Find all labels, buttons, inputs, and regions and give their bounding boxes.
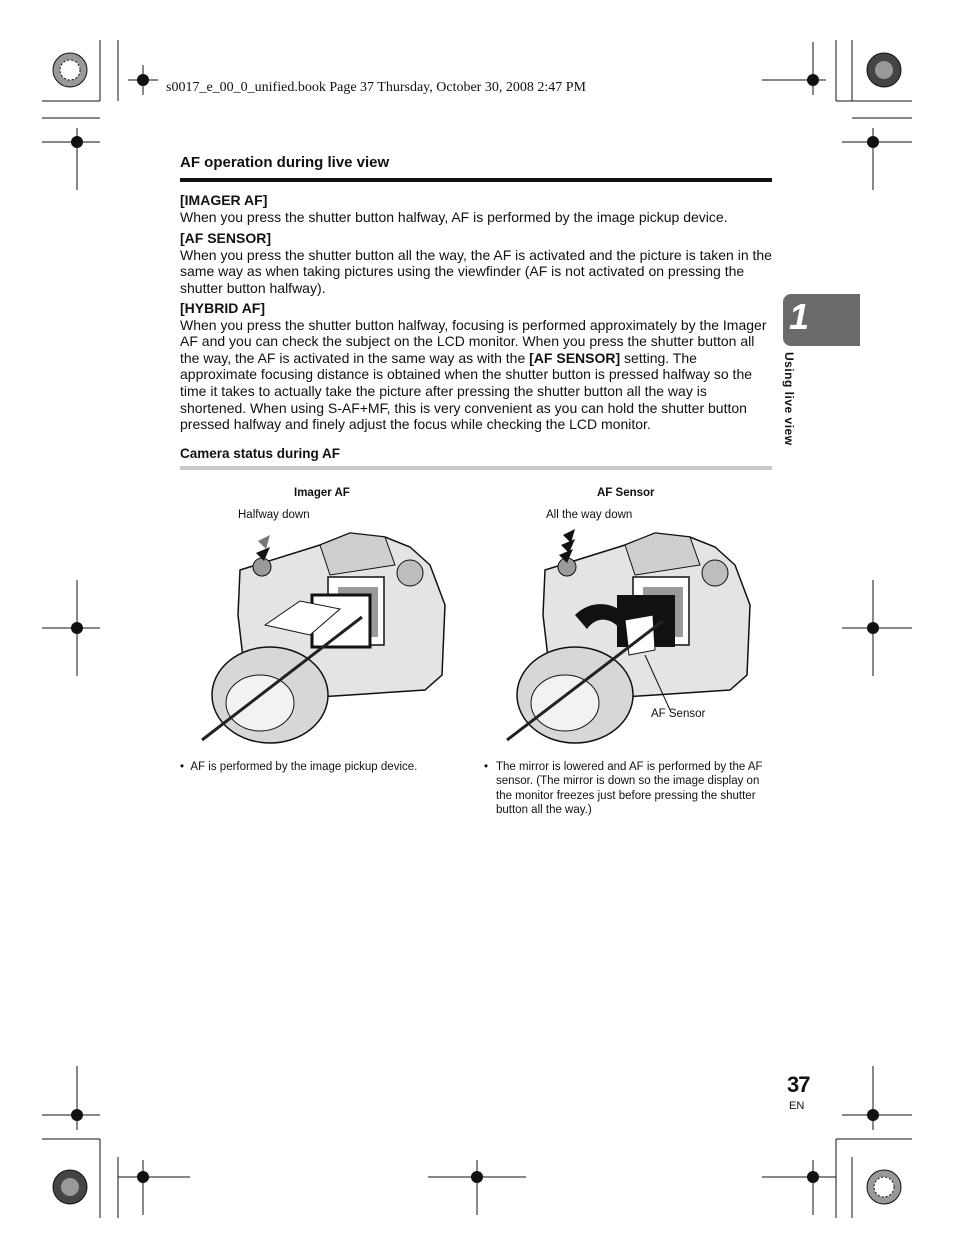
chapter-number: 1: [789, 296, 810, 337]
camera-status-title: Camera status during AF: [180, 446, 341, 461]
section-title: AF operation during live view: [180, 154, 390, 171]
halfway-down-label: Halfway down: [238, 509, 310, 521]
hybrid-af-block: [180, 300, 772, 433]
af-sensor-label: [AF SENSOR]: [180, 230, 271, 246]
af-sensor-bullet: [484, 760, 772, 817]
hybrid-af-text: [180, 317, 772, 433]
af-sensor-bullet-text: The mirror is lowered and AF is performed by the AF sensor. (The mirror is down so the image display on the monitor freezes just before pressing the shutter button all the way.): [496, 761, 763, 816]
af-sensor-callout: AF Sensor: [651, 708, 706, 720]
imager-af-figure-label: Imager AF: [294, 487, 350, 499]
book-file-header: s0017_e_00_0_unified.book Page 37 Thursday, October 30, 2008 2:47 PM: [166, 80, 586, 95]
hybrid-af-text-part1: When you press the shutter button halfway, focusing is performed approximately by the Imager AF and you can check the subject on the LCD monitor. When you press the shutter button all the way, the AF is activated in the same way as with the: [180, 316, 767, 366]
page-number: 37: [787, 1072, 810, 1097]
af-sensor-figure-label: AF Sensor: [597, 487, 655, 499]
camera-illustration-imager-af: [200, 525, 450, 745]
af-sensor-block: [180, 230, 772, 296]
camera-status-rule: [180, 466, 772, 470]
language-code: EN: [789, 1100, 805, 1112]
chapter-title: Using live view: [782, 352, 796, 446]
camera-illustration-af-sensor: [505, 525, 755, 745]
bullet-icon: •: [180, 761, 185, 773]
section-rule: [180, 178, 772, 182]
imager-af-bullet-text: AF is performed by the image pickup device.: [190, 761, 418, 773]
imager-af-text: When you press the shutter button halfway, AF is performed by the image pickup device.: [180, 208, 728, 225]
hybrid-af-label: [HYBRID AF]: [180, 300, 266, 316]
hybrid-af-text-bold: [AF SENSOR]: [529, 349, 621, 366]
imager-af-bullet: [180, 760, 470, 774]
af-sensor-text: When you press the shutter button all the way, the AF is activated and the picture is taken in the same way as when taking pictures using the viewfinder (AF is not activated on pressing the shutter button halfway).: [180, 246, 772, 296]
all-the-way-down-label: All the way down: [546, 509, 633, 521]
bullet-icon: •: [484, 761, 489, 773]
imager-af-block: [180, 192, 772, 225]
hybrid-af-text-part2: setting. The approximate focusing distance is obtained when the shutter button is pressed halfway so the time it takes to actually take the picture after pressing the shutter button all the way is shortened. When using S-AF+MF, this is very convenient as you can hold the shutter button pressed halfway and finely adjust the focus while checking the LCD monitor.: [180, 349, 753, 433]
imager-af-label: [IMAGER AF]: [180, 192, 268, 208]
